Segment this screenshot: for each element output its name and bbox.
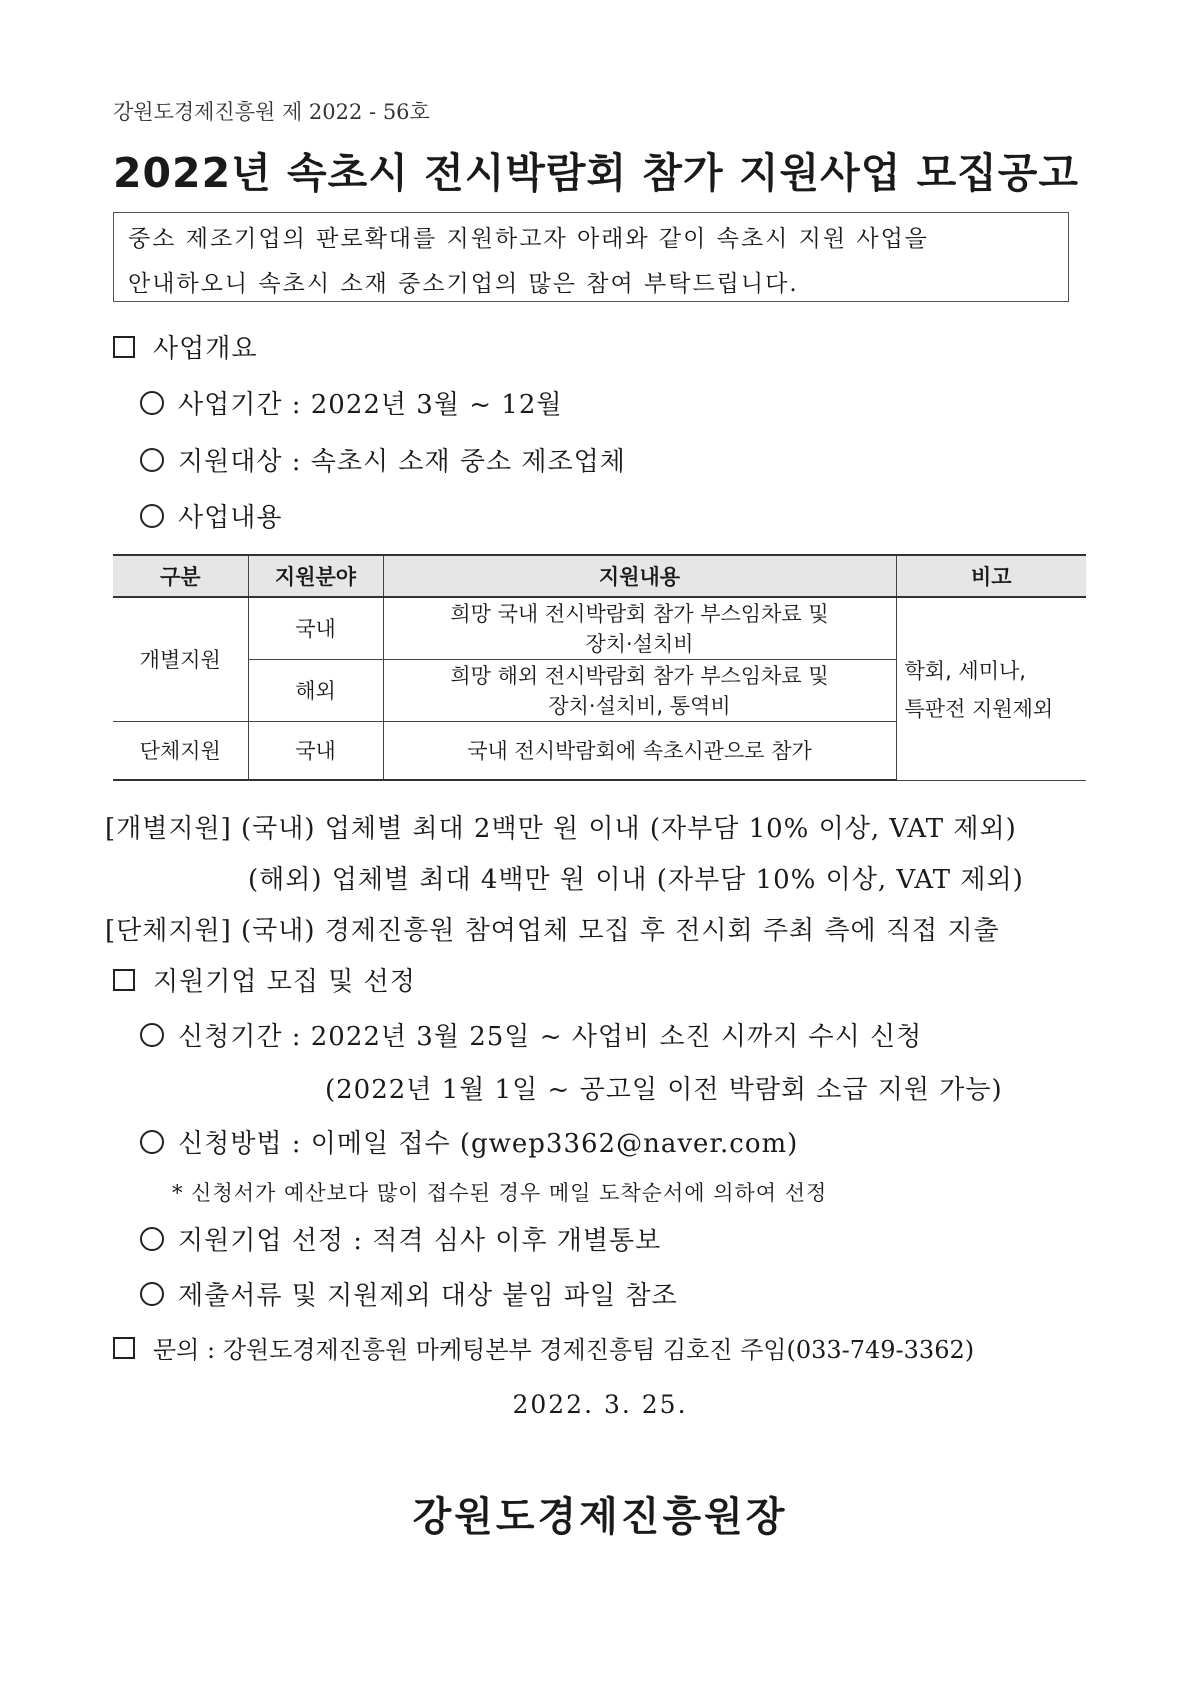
circle-bullet-icon [140,391,164,415]
recruit-documents [140,1275,678,1312]
table-row [113,597,1086,659]
cell-field: 국내 [248,597,383,659]
overview-period-text: 사업기간 : 2022년 3월 ~ 12월 [178,390,563,420]
recruit-period [140,1016,922,1053]
cell-field: 국내 [248,721,383,780]
recruit-method-note: * 신청서가 예산보다 많이 접수된 경우 메일 도착순서에 의하여 선정 [172,1181,828,1205]
cell-field: 해외 [248,659,383,721]
recruit-documents-text: 제출서류 및 지원제외 대상 붙임 파일 참조 [178,1281,678,1311]
circle-bullet-icon [140,1023,164,1047]
circle-bullet-icon [140,1282,164,1306]
recruit-period-text: 신청기간 : 2022년 3월 25일 ~ 사업비 소진 시까지 수시 신청 [178,1022,923,1052]
circle-bullet-icon [140,1227,164,1251]
cell-content [383,597,896,659]
limit-line-3: [단체지원] (국내) 경제진흥원 참여업체 모집 후 전시회 주최 측에 직접 지출 [105,916,1000,946]
document-number: 강원도경제진흥원 제 2022 - 56호 [113,100,430,124]
recruit-selection [140,1220,661,1257]
recruit-period-note: (2022년 1월 1일 ~ 공고일 이전 박람회 소급 지원 가능) [325,1075,1003,1105]
overview-target [140,441,626,478]
cell-content [383,659,896,721]
cell-note-line: 특판전 지원제외 [904,696,1054,721]
overview-content [140,497,282,534]
page-title: 2022년 속초시 전시박람회 참가 지원사업 모집공고 [113,149,1079,197]
cell-content-line: 희망 국내 전시박람회 참가 부스임차료 및 [450,602,829,627]
overview-content-text: 사업내용 [178,503,283,533]
section-recruit [113,961,416,998]
recruit-method [140,1123,798,1160]
limit-line-2: (해외) 업체별 최대 4백만 원 이내 (자부담 10% 이상, VAT 제외) [248,865,1024,895]
cell-group-collective: 단체지원 [113,721,248,780]
limit-line-1: [개별지원] (국내) 업체별 최대 2백만 원 이내 (자부담 10% 이상, VAT 제외) [105,814,1017,844]
header-field: 지원분야 [248,555,383,597]
intro-line-1: 중소 제조기업의 판로확대를 지원하고자 아래와 같이 속초시 지원 사업을 [128,226,930,252]
circle-bullet-icon [140,448,164,472]
header-content: 지원내용 [383,555,896,597]
cell-content-line: 희망 해외 전시박람회 참가 부스임차료 및 [450,664,829,688]
cell-note-line: 학회, 세미나, [904,658,1026,683]
intro-line-2: 안내하오니 속초시 소재 중소기업의 많은 참여 부탁드립니다. [128,271,799,297]
header-note: 비고 [896,555,1086,597]
section-overview-heading: 사업개요 [153,334,258,364]
checkbox-square-icon [113,336,135,358]
cell-note [896,597,1086,780]
section-recruit-heading: 지원기업 모집 및 선정 [153,967,416,997]
issuer-signature: 강원도경제진흥원장 [412,1494,788,1540]
support-table [113,554,1086,781]
circle-bullet-icon [140,504,164,528]
circle-bullet-icon [140,1130,164,1154]
cell-content-line: 장치·설치비 [585,632,694,657]
recruit-selection-text: 지원기업 선정 : 적격 심사 이후 개별통보 [178,1226,662,1256]
section-overview [113,328,257,365]
checkbox-square-icon [113,969,135,991]
overview-period [140,384,562,421]
checkbox-square-icon [113,1337,135,1359]
contact-line [113,1330,974,1365]
cell-content-line: 장치·설치비, 통역비 [548,694,731,718]
issue-date: 2022. 3. 25. [512,1390,688,1419]
overview-target-text: 지원대상 : 속초시 소재 중소 제조업체 [178,447,626,477]
contact-text: 문의 : 강원도경제진흥원 마케팅본부 경제진흥팀 김호진 주임(033-749-3362) [153,1336,975,1364]
header-category: 구분 [113,555,248,597]
cell-content: 국내 전시박람회에 속초시관으로 참가 [383,721,896,780]
cell-group-individual: 개별지원 [113,597,248,721]
table-header-row [113,555,1086,597]
recruit-method-text: 신청방법 : 이메일 접수 (gwep3362@naver.com) [178,1129,799,1159]
